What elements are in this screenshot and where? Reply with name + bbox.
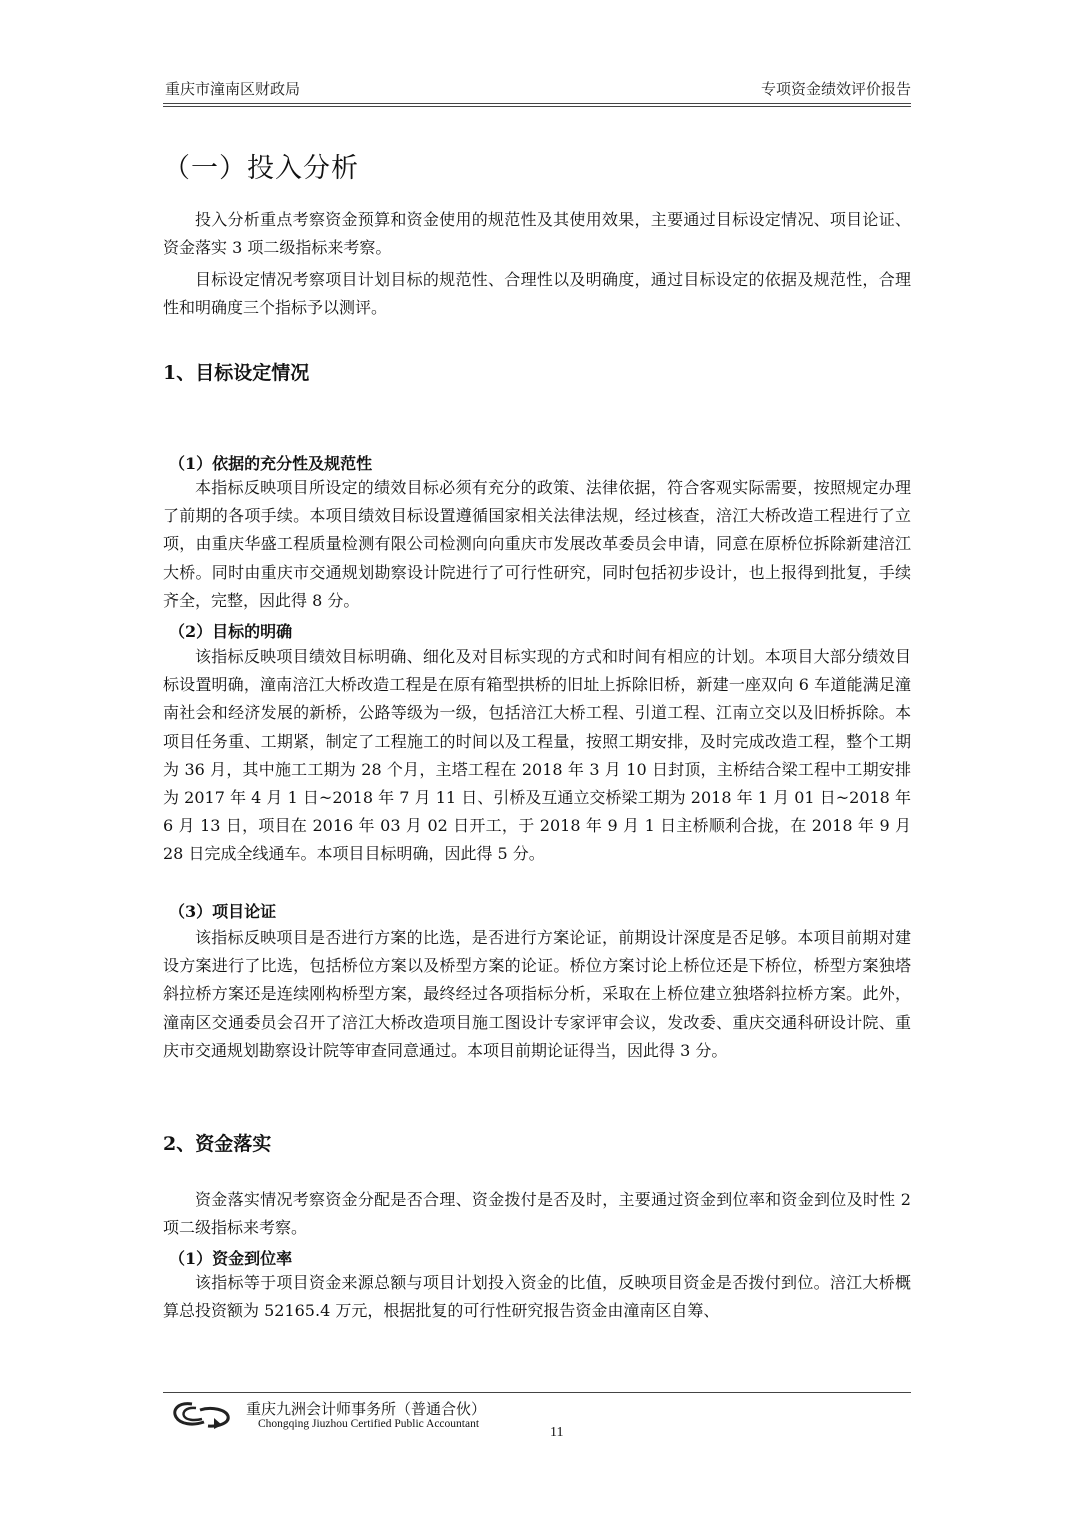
footer-firm-name-english: Chongqing Jiuzhou Certified Public Accountant [258,1418,480,1430]
item-text-1-3: 该指标反映项目是否进行方案的比选，是否进行方案论证，前期设计深度是否足够。本项目前期对建设方案进行了比选，包括桥位方案以及桥型方案的论证。桥位方案讨论上桥位还是下桥位，桥型方案独塔斜拉桥方案还是连续刚构桥型方案，最终经过各项指标分析，采取在上桥位建立独塔斜拉桥方案。此外，潼南区交通委员会召开了涪江大桥改造项目施工图设计专家评审会议，发改委、重庆交通科研设计院、重庆市交通规划勘察设计院等审查同意通过。本项目前期论证得当，因此得 3 分。 [163,928,911,1060]
header-rule [163,103,911,104]
item-text-1-1: 本指标反映项目所设定的绩效目标必须有充分的政策、法律依据，符合客观实际需要，按照规定办理了前期的各项手续。本项目绩效目标设置遵循国家相关法律法规，经过核查，涪江大桥改造工程进行了立项，由重庆华盛工程质量检测有限公司检测向向重庆市发展改革委员会申请，同意在原桥位拆除新建涪江大桥。同时由重庆市交通规划勘察设计院进行了可行性研究，同时包括初步设计，也上报得到批复，手续齐全，完整，因此得 8 分。 [163,478,911,610]
firm-logo-icon [170,1398,232,1432]
page-number: 11 [550,1425,564,1440]
item-title-1-3: （3）项目论证 [169,902,277,921]
item-title-2-1: （1）资金到位率 [169,1249,293,1268]
intro-paragraph-2: 目标设定情况考察项目计划目标的规范性、合理性以及明确度，通过目标设定的依据及规范性，合理性和明确度三个指标予以测评。 [163,270,911,318]
item-title-1-2: （2）目标的明确 [169,622,293,641]
header-rule-secondary [163,106,911,107]
subsection-2-intro: 资金落实情况考察资金分配是否合理、资金拨付是否及时，主要通过资金到位率和资金到位及时性 2 项二级指标来考察。 [163,1190,911,1238]
item-text-1-2: 该指标反映项目绩效目标明确、细化及对目标实现的方式和时间有相应的计划。本项目大部分绩效目标设置明确，潼南涪江大桥改造工程是在原有箱型拱桥的旧址上拆除旧桥，新建一座双向 6 车道能满足潼南社会和经济发展的新桥，公路等级为一级，包括涪江大桥工程、引道工程、江南立交以及旧桥拆除。本项目任务重、工期紧，制定了工程施工的时间以及工程量，按照工期安排，及时完成改造工程，整个工期为 36 月，其中施工工期为 28 个月，主塔工程在 2018 年 3 月 10 日封顶，主桥结合梁工程中工期安排为 2017 年 4 月 1 日~2018 年 7 月 11 日、引桥及互通立交桥梁工期为 2018 年 1 月 01 日~2018 年 6 月 13 日，项目在 2016 年 03 月 02 日开工，于 2018 年 9 月 1 日主桥顺利合拢，在 2018 年 9 月 28 日完成全线通车。本项目目标明确，因此得 5 分。 [163,647,911,864]
subsection-title-2: 2、资金落实 [163,1133,272,1155]
item-text-2-1: 该指标等于项目资金来源总额与项目计划投入资金的比值，反映项目资金是否拨付到位。涪江大桥概算总投资额为 52165.4 万元，根据批复的可行性研究报告资金由潼南区自筹、 [163,1273,911,1321]
footer-rule [163,1392,911,1393]
section-title: （一）投入分析 [163,153,359,184]
header-left: 重庆市潼南区财政局 [165,80,301,98]
intro-paragraph-1: 投入分析重点考察资金预算和资金使用的规范性及其使用效果，主要通过目标设定情况、项目论证、资金落实 3 项二级指标来考察。 [163,210,911,258]
item-title-1-1: （1）依据的充分性及规范性 [169,454,373,473]
subsection-title-1: 1、目标设定情况 [163,362,310,384]
header-right: 专项资金绩效评价报告 [760,80,911,98]
footer-firm-name: 重庆九洲会计师事务所（普通合伙） [246,1400,487,1418]
